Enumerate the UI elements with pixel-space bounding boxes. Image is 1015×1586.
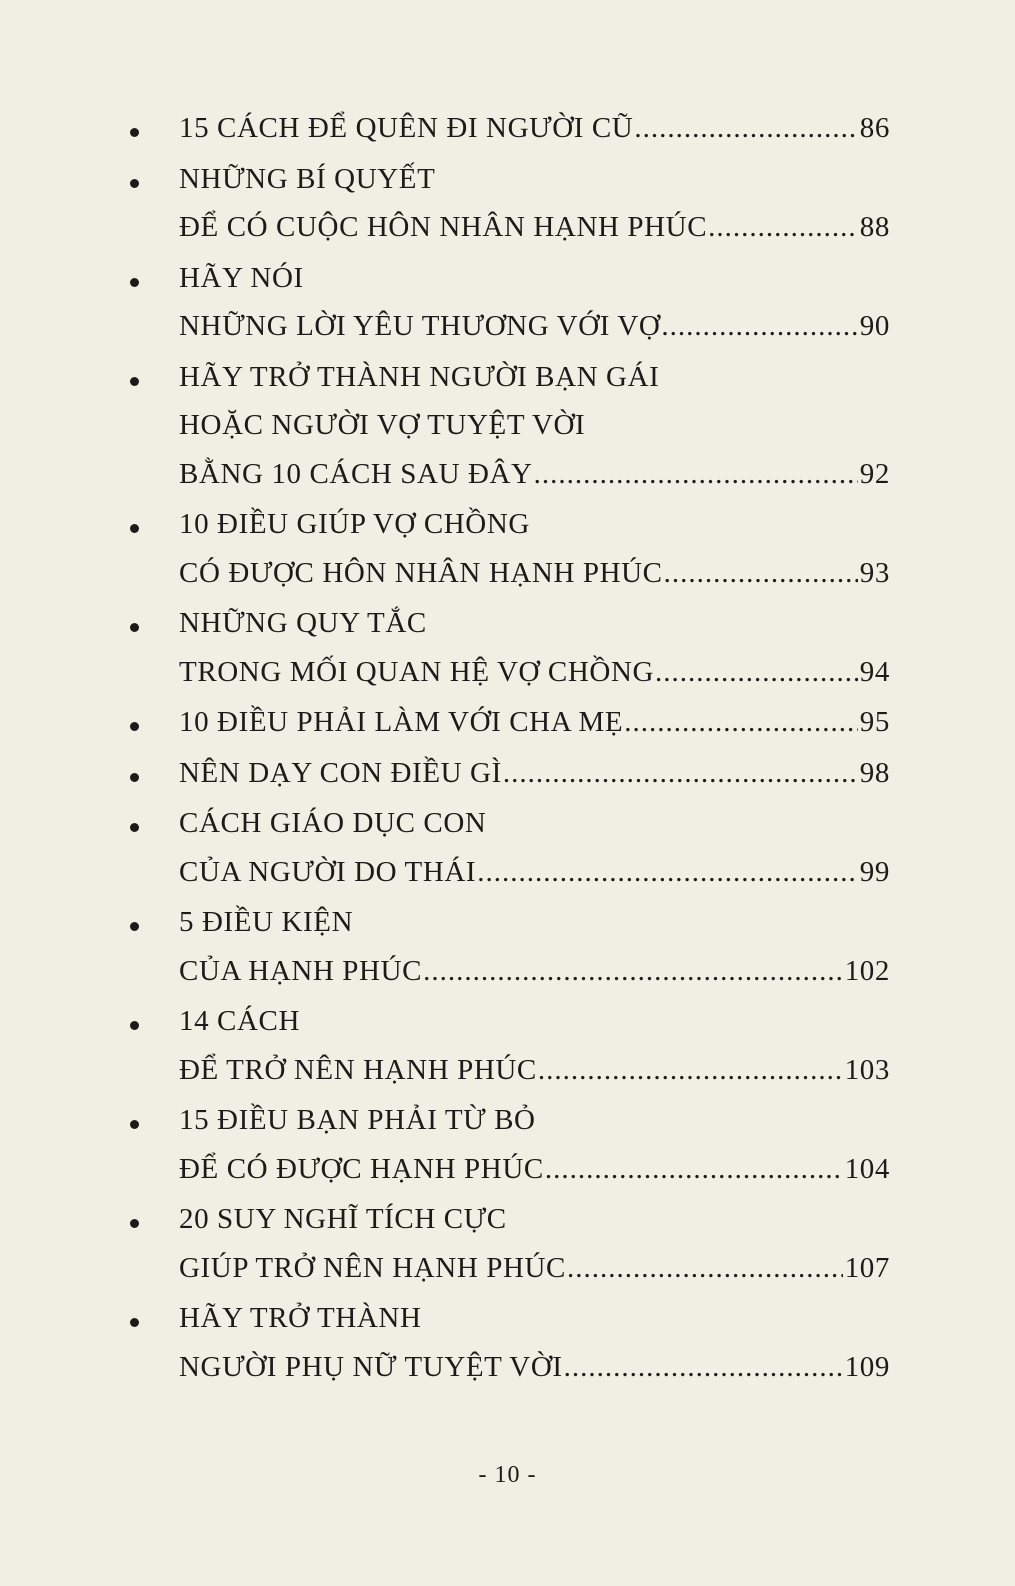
- toc-entry: [130, 254, 890, 351]
- dot-leader: [708, 203, 858, 252]
- toc-entry-page: 92: [859, 457, 890, 490]
- toc-entry-line: [179, 104, 890, 153]
- table-of-contents: [130, 104, 890, 1393]
- toc-entry-page: 98: [859, 756, 890, 789]
- toc-entry-line: [179, 549, 890, 598]
- toc-entry-page: 109: [844, 1350, 890, 1383]
- toc-entry-line: [179, 353, 890, 402]
- bullet-icon: [130, 377, 139, 386]
- toc-entry-page: 104: [844, 1152, 890, 1185]
- toc-entry-line: [179, 1244, 890, 1293]
- toc-entry-title: HÃY NÓI: [179, 261, 304, 294]
- bullet-icon: [130, 773, 139, 782]
- toc-entry-page: 102: [844, 954, 890, 987]
- toc-entry-title: HOẶC NGƯỜI VỢ TUYỆT VỜI: [179, 409, 586, 441]
- page-number: - 10 -: [478, 1462, 537, 1488]
- toc-entry-title: 15 CÁCH ĐỂ QUÊN ĐI NGƯỜI CŨ: [179, 112, 634, 144]
- bullet-icon: [130, 179, 139, 188]
- toc-entry-title: 20 SUY NGHĨ TÍCH CỰC: [179, 1203, 507, 1235]
- toc-entry-line: [179, 1195, 890, 1244]
- toc-entry-line: [179, 155, 890, 204]
- bullet-icon: [130, 922, 139, 931]
- toc-entry-title: BẰNG 10 CÁCH SAU ĐÂY: [179, 457, 533, 490]
- toc-entry-page: 99: [859, 855, 890, 888]
- toc-entry: [130, 500, 890, 597]
- toc-entry-page: 103: [844, 1053, 890, 1086]
- toc-entry: [130, 997, 890, 1094]
- dot-leader: [545, 1145, 843, 1194]
- dot-leader: [503, 749, 858, 798]
- dot-leader: [567, 1244, 843, 1293]
- toc-entry-line: [179, 898, 890, 947]
- toc-entry-line: [179, 947, 890, 996]
- toc-entry-line: [179, 254, 890, 303]
- toc-entry-title: CÓ ĐƯỢC HÔN NHÂN HẠNH PHÚC: [179, 556, 663, 589]
- toc-entry: [130, 155, 890, 252]
- toc-entry-line: [179, 1294, 890, 1343]
- toc-entry: [130, 599, 890, 696]
- toc-entry: [130, 1195, 890, 1292]
- dot-leader: [534, 450, 858, 499]
- bullet-icon: [130, 1021, 139, 1030]
- toc-entry-title: HÃY TRỞ THÀNH: [179, 1302, 422, 1334]
- toc-entry-line: [179, 648, 890, 697]
- toc-entry-line: [179, 500, 890, 549]
- toc-entry-line: [179, 302, 890, 351]
- toc-entry-line: [179, 799, 890, 848]
- dot-leader: [564, 1343, 843, 1392]
- toc-entry-title: 10 ĐIỀU GIÚP VỢ CHỒNG: [179, 508, 530, 540]
- toc-entry-title: ĐỂ TRỞ NÊN HẠNH PHÚC: [179, 1053, 537, 1086]
- toc-entry-title: CỦA HẠNH PHÚC: [179, 954, 423, 987]
- toc-entry-title: CỦA NGƯỜI DO THÁI: [179, 855, 477, 888]
- toc-entry-title: GIÚP TRỞ NÊN HẠNH PHÚC: [179, 1251, 566, 1284]
- toc-entry-line: [179, 1145, 890, 1194]
- toc-entry-title: TRONG MỐI QUAN HỆ VỢ CHỒNG: [179, 655, 655, 688]
- bullet-icon: [130, 722, 139, 731]
- bullet-icon: [130, 1318, 139, 1327]
- toc-entry-page: 86: [859, 112, 890, 144]
- toc-entry-title: 14 CÁCH: [179, 1005, 301, 1037]
- bullet-icon: [130, 1120, 139, 1129]
- bullet-icon: [130, 823, 139, 832]
- toc-entry-title: 5 ĐIỀU KIỆN: [179, 906, 354, 938]
- dot-leader: [423, 947, 843, 996]
- toc-entry-page: 95: [859, 706, 890, 738]
- toc-entry-page: 107: [844, 1251, 890, 1284]
- toc-entry-line: [179, 1343, 890, 1392]
- bullet-icon: [130, 623, 139, 632]
- toc-entry-line: [179, 698, 890, 747]
- toc-entry: [130, 1294, 890, 1391]
- dot-leader: [655, 648, 858, 697]
- toc-entry-line: [179, 997, 890, 1046]
- dot-leader: [664, 549, 858, 598]
- toc-entry-line: [179, 450, 890, 499]
- dot-leader: [477, 848, 858, 897]
- toc-entry-title: 15 ĐIỀU BẠN PHẢI TỪ BỎ: [179, 1104, 536, 1136]
- dot-leader: [634, 104, 857, 153]
- toc-entry: [130, 698, 890, 747]
- toc-entry-title: ĐỂ CÓ ĐƯỢC HẠNH PHÚC: [179, 1152, 544, 1185]
- toc-entry: [130, 1096, 890, 1193]
- toc-entry-line: [179, 749, 890, 798]
- toc-entry-title: NÊN DẠY CON ĐIỀU GÌ: [179, 756, 502, 789]
- toc-entry-page: 93: [859, 556, 890, 589]
- bullet-icon: [130, 524, 139, 533]
- toc-entry: [130, 353, 890, 499]
- toc-entry-page: 90: [859, 310, 890, 342]
- toc-entry-line: [179, 599, 890, 648]
- bullet-icon: [130, 278, 139, 287]
- bullet-icon: [130, 128, 139, 137]
- toc-entry-page: 88: [859, 211, 890, 243]
- toc-entry-line: [179, 203, 890, 252]
- dot-leader: [661, 302, 857, 351]
- toc-entry-title: HÃY TRỞ THÀNH NGƯỜI BẠN GÁI: [179, 360, 660, 393]
- toc-entry-line: [179, 401, 890, 450]
- toc-entry-title: NHỮNG BÍ QUYẾT: [179, 162, 436, 195]
- toc-entry-line: [179, 1096, 890, 1145]
- toc-entry-title: NGƯỜI PHỤ NỮ TUYỆT VỜI: [179, 1350, 563, 1383]
- toc-entry-title: 10 ĐIỀU PHẢI LÀM VỚI CHA MẸ: [179, 706, 624, 738]
- toc-entry-title: CÁCH GIÁO DỤC CON: [179, 807, 487, 839]
- toc-entry-line: [179, 1046, 890, 1095]
- toc-entry-title: ĐỂ CÓ CUỘC HÔN NHÂN HẠNH PHÚC: [179, 211, 708, 243]
- dot-leader: [624, 698, 858, 747]
- toc-entry-title: NHỮNG LỜI YÊU THƯƠNG VỚI VỢ: [179, 310, 661, 342]
- toc-entry: [130, 749, 890, 798]
- dot-leader: [538, 1046, 843, 1095]
- toc-entry: [130, 898, 890, 995]
- toc-entry-page: 94: [859, 655, 890, 688]
- bullet-icon: [130, 1219, 139, 1228]
- toc-entry: [130, 104, 890, 153]
- toc-entry-title: NHỮNG QUY TẮC: [179, 607, 427, 639]
- toc-entry-line: [179, 848, 890, 897]
- toc-entry: [130, 799, 890, 896]
